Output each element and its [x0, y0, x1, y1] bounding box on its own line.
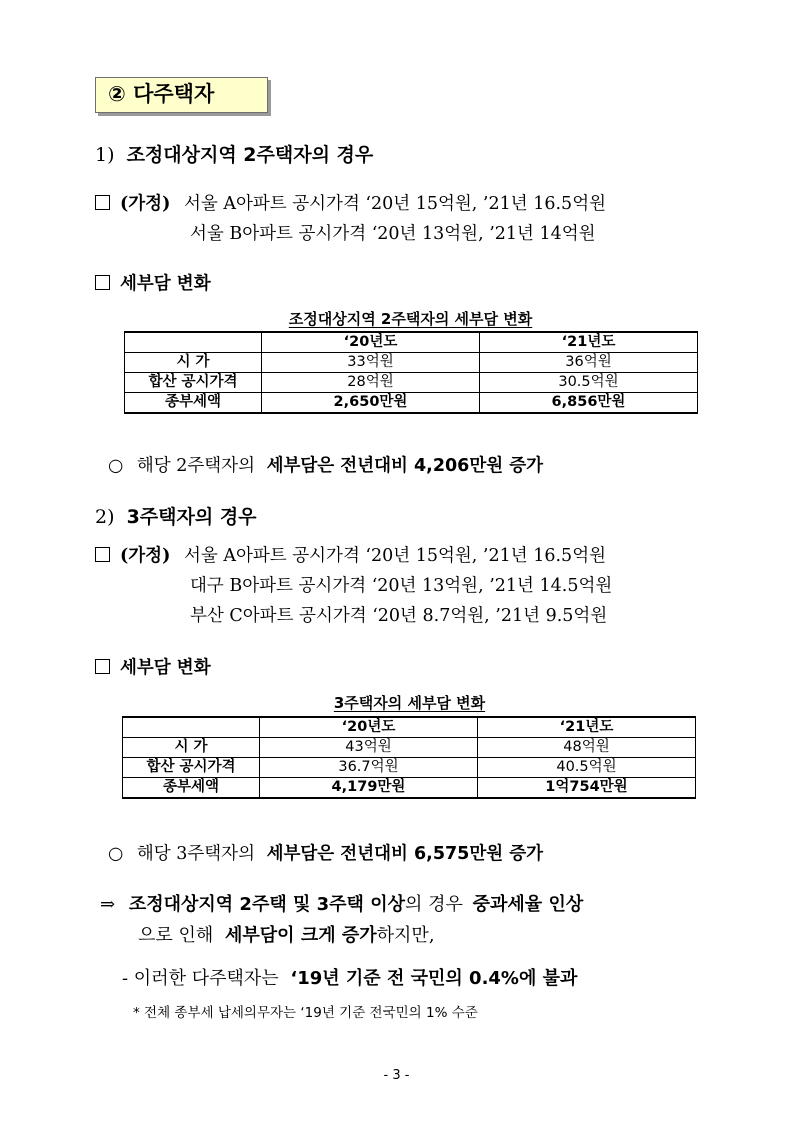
section2-result	[108, 840, 543, 865]
table-cell: 40.5억원	[478, 758, 696, 778]
conclusion-bold-1: 조정대상지역 2주택 및 3주택 이상	[128, 894, 405, 915]
section1-number: 1)	[95, 144, 115, 166]
dash-item-bold: ‘19년 기준 전 국민의 0.4%에 불과	[290, 968, 578, 989]
conclusion-bold-2: 중과세율 인상	[472, 894, 584, 915]
assume-text: 서울 A아파트 공시가격 ‘20년 15억원, ’21년 16.5억원	[183, 194, 606, 214]
section2-tax-table	[122, 716, 696, 799]
section1-result	[108, 452, 543, 477]
implies-arrow-icon: ⇒	[100, 894, 116, 915]
dash-item-prefix: - 이러한 다주택자는	[122, 968, 279, 989]
table-row	[125, 393, 698, 414]
table-row	[123, 778, 696, 799]
table-cell: 1억754만원	[478, 778, 696, 799]
section2-table-title: 3주택자의 세부담 변화	[333, 694, 486, 712]
burden-label-text: 세부담 변화	[120, 274, 211, 294]
table-row	[125, 373, 698, 393]
result-bold: 세부담은 전년대비 4,206만원 증가	[266, 456, 544, 476]
table-header-row	[123, 717, 696, 738]
row-header: 종부세액	[125, 393, 262, 414]
table-header-cell: ‘21년도	[480, 332, 698, 353]
table-cell: 36억원	[480, 353, 698, 373]
table-cell: 30.5억원	[480, 373, 698, 393]
table-cell: 36.7억원	[260, 758, 478, 778]
result-bold: 세부담은 전년대비 6,575만원 증가	[266, 844, 544, 864]
table-cell: 2,650만원	[262, 393, 480, 414]
assume-label: (가정)	[120, 194, 171, 214]
table-cell: 6,856만원	[480, 393, 698, 414]
square-bullet-icon	[95, 195, 110, 210]
square-bullet-icon	[95, 547, 110, 562]
conclusion-bold-3: 세부담이 크게 증가	[225, 925, 377, 946]
section2-number: 2)	[95, 506, 115, 528]
table-cell: 43억원	[260, 738, 478, 758]
circle-bullet-icon: ○	[108, 456, 124, 476]
section-heading: ② 다주택자	[95, 77, 268, 113]
footnote: * 전체 종부세 납세의무자는 ‘19년 기준 전국민의 1% 수준	[133, 1005, 478, 1021]
table-row	[123, 738, 696, 758]
section2-burden-label	[95, 654, 211, 679]
section1-burden-label	[95, 270, 211, 295]
square-bullet-icon	[95, 275, 110, 290]
conclusion-line-1	[100, 890, 583, 916]
section1-assume-line-1	[95, 190, 606, 215]
section2-assume-line-1	[95, 542, 606, 567]
conclusion-text-2: 으로 인해	[138, 925, 214, 946]
table-row	[123, 758, 696, 778]
table-cell: 33억원	[262, 353, 480, 373]
page-number: - 3 -	[383, 1068, 410, 1083]
row-header: 시 가	[123, 738, 260, 758]
section1-assume-line-2: 서울 B아파트 공시가격 ‘20년 13억원, ’21년 14억원	[190, 224, 596, 244]
table-header-cell: ‘20년도	[260, 717, 478, 738]
section1-title	[95, 140, 373, 167]
conclusion-dash-item	[122, 964, 577, 990]
row-header: 시 가	[125, 353, 262, 373]
conclusion-text-1: 의 경우	[405, 894, 463, 915]
section1-tax-table	[124, 331, 698, 414]
result-prefix: 해당 2주택자의	[136, 456, 255, 476]
square-bullet-icon	[95, 659, 110, 674]
table-header-cell	[123, 717, 260, 738]
section2-assume-line-3: 부산 C아파트 공시가격 ‘20년 8.7억원, ’21년 9.5억원	[190, 606, 608, 626]
table-cell: 48억원	[478, 738, 696, 758]
row-header: 합산 공시가격	[123, 758, 260, 778]
section2-title	[95, 502, 257, 529]
conclusion-text-3: 하지만,	[376, 925, 435, 946]
assume-text: 서울 A아파트 공시가격 ‘20년 15억원, ’21년 16.5억원	[183, 546, 606, 566]
row-header: 합산 공시가격	[125, 373, 262, 393]
section1-table-title: 조정대상지역 2주택자의 세부담 변화	[288, 310, 533, 328]
circle-bullet-icon: ○	[108, 844, 124, 864]
section1-title-text: 조정대상지역 2주택자의 경우	[126, 144, 374, 166]
burden-label-text: 세부담 변화	[120, 658, 211, 678]
table-header-cell	[125, 332, 262, 353]
conclusion-line-2	[138, 921, 435, 947]
section2-title-text: 3주택자의 경우	[126, 506, 257, 528]
table-header-row	[125, 332, 698, 353]
table-cell: 28억원	[262, 373, 480, 393]
table-header-cell: ‘21년도	[478, 717, 696, 738]
row-header: 종부세액	[123, 778, 260, 799]
table-header-cell: ‘20년도	[262, 332, 480, 353]
table-row	[125, 353, 698, 373]
section2-assume-line-2: 대구 B아파트 공시가격 ‘20년 13억원, ’21년 14.5억원	[190, 576, 613, 596]
result-prefix: 해당 3주택자의	[136, 844, 255, 864]
table-cell: 4,179만원	[260, 778, 478, 799]
assume-label: (가정)	[120, 546, 171, 566]
